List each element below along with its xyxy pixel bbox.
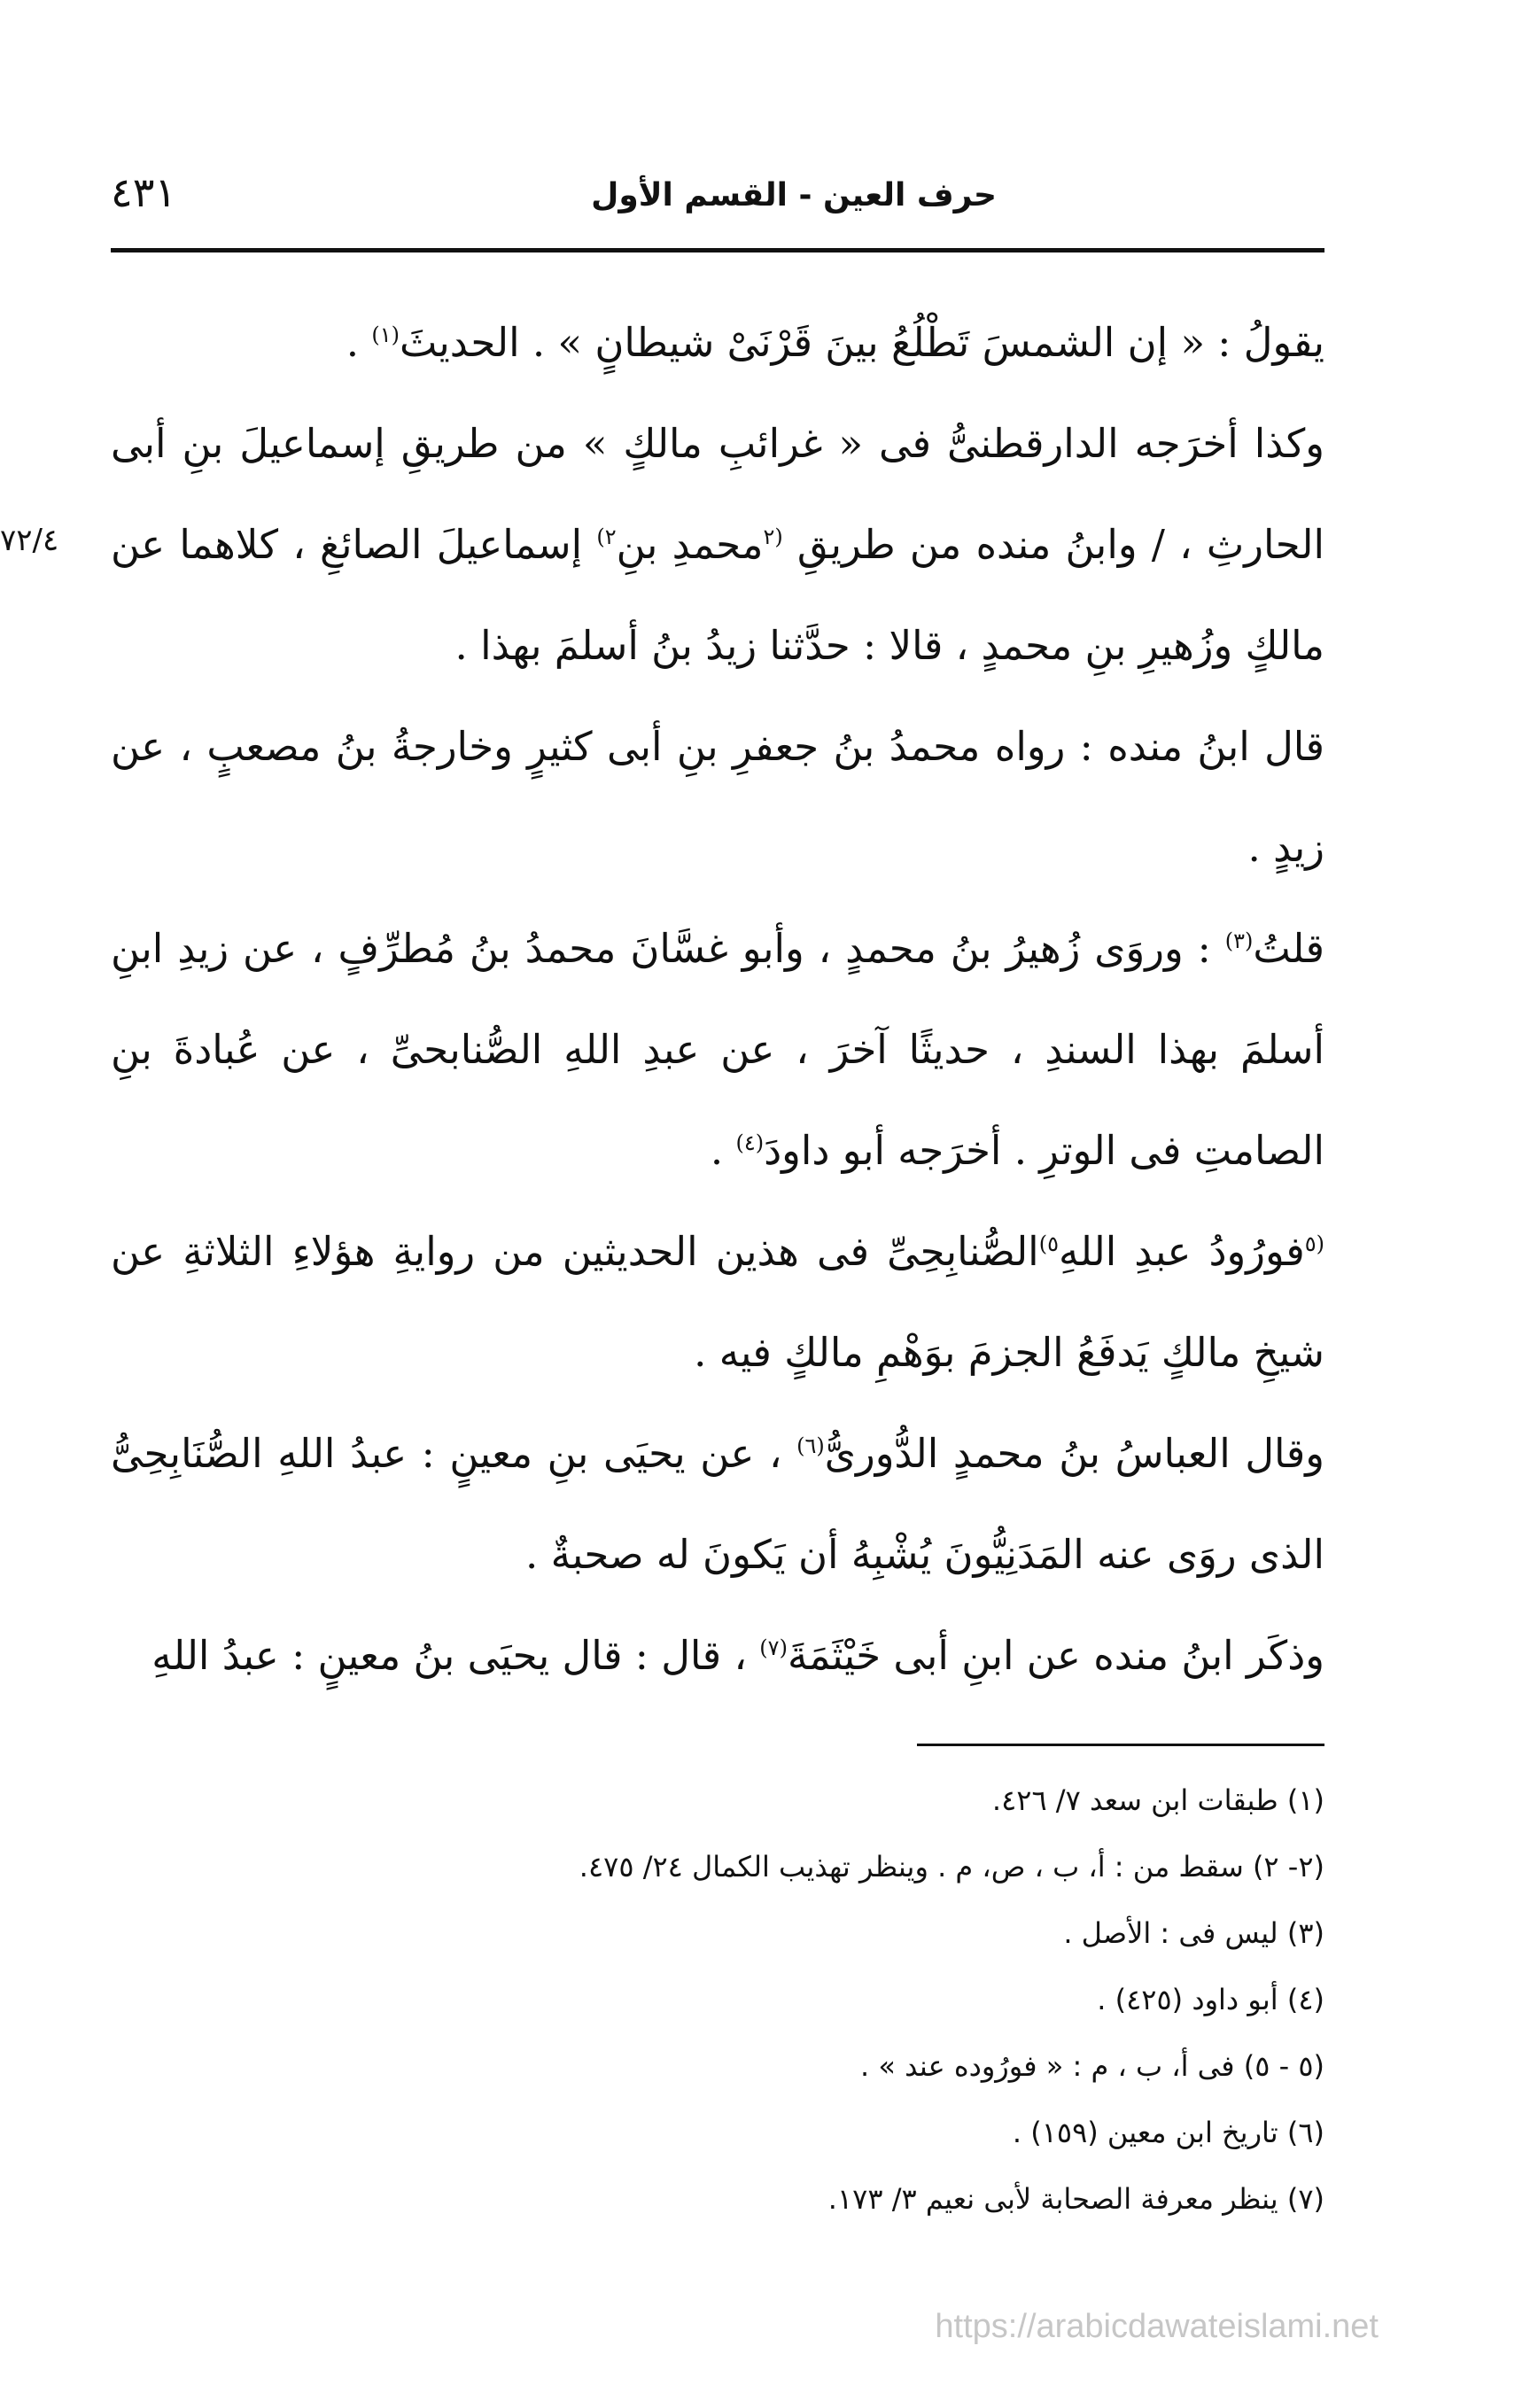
text-run: يقولُ : « إن الشمسَ تَطْلُعُ بينَ قَرْنَىْ شيطانٍ » . الحديثَ xyxy=(400,319,1324,366)
text-run: وذكَر ابنُ منده عن ابنِ أبى خَيْثَمَةَ xyxy=(787,1632,1324,1679)
text-run: قال ابنُ منده : رواه محمدُ بنُ جعفرِ بنِ أبى كثيرٍ وخارجةُ بنُ مصعبٍ ، عن زيدٍ . xyxy=(111,723,1324,871)
footnote: (١) طبقات ابن سعد ٧/ ٤٢٦. xyxy=(991,1783,1324,1817)
text-run: وقال العباسُ بنُ محمدٍ الدُّورىُّ xyxy=(824,1430,1324,1477)
footnote: (٦) تاريخ ابن معين (١٥٩) . xyxy=(1012,2116,1324,2149)
paragraph xyxy=(111,1403,1324,1605)
paragraph xyxy=(111,696,1324,898)
paragraph xyxy=(111,1201,1324,1403)
text-run: وكذا أخرَجه الدارقطنىُّ فى « غرائبِ مالكٍ » من طريقِ إسماعيلَ بنِ أبى الحارثِ ، / وابنُ منده من طريقِ xyxy=(111,420,1324,568)
footnote-ref: (٦) xyxy=(796,1433,825,1458)
text-run: الصُّنابِحِىِّ فى هذين الحديثين من روايةِ هؤلاءِ الثلاثةِ عن شيخِ مالكٍ يَدفَعُ الجزمَ بوَهْمِ مالكٍ فيه . xyxy=(111,1228,1324,1376)
footnote: (٢- ٢) سقط من : أ، ب ، ص، م . وينظر تهذيب الكمال ٢٤/ ٤٧٥. xyxy=(579,1850,1324,1884)
paragraph xyxy=(111,393,1324,696)
footnote: (٤) أبو داود (٤٢٥) . xyxy=(1097,1983,1324,2016)
text-run: . xyxy=(346,319,372,366)
footnote-ref: (٤) xyxy=(735,1130,765,1155)
text-run: محمدِ بنِ xyxy=(616,521,764,568)
header-rule xyxy=(111,248,1324,252)
footnote-ref: (٥ xyxy=(1304,1231,1324,1256)
text-run: فورُودُ عبدِ اللهِ xyxy=(1058,1228,1305,1275)
footnote-ref: (٣) xyxy=(1224,928,1254,953)
text-run: ، قال : قال يحيَى بنُ معينٍ : عبدُ اللهِ xyxy=(151,1632,760,1679)
text-run: قلتُ xyxy=(1253,925,1324,972)
footnotes xyxy=(111,1767,1324,2233)
text-run: ، عن يحيَى بنِ معينٍ : عبدُ اللهِ الصُّنَابِحِىُّ الذى روَى عنه المَدَنِيُّونَ يُشْبِهُ أن يَكونَ له صحبةٌ . xyxy=(111,1430,1324,1578)
watermark: https://arabicdawateislami.net xyxy=(935,2308,1379,2345)
footnote-ref: ٥) xyxy=(1038,1231,1059,1256)
margin-note: ٧٢/٤ xyxy=(0,523,59,558)
paragraph xyxy=(111,1605,1324,1706)
text-run: إسماعيلَ الصائغِ ، كلاهما عن مالكٍ وزُهيرِ بنِ محمدٍ ، قالا : حدَّثنا زيدُ بنُ أسلمَ بهذا . xyxy=(111,521,1324,669)
footnote: (٥ - ٥) فى أ، ب ، م : « فورُوده عند » . xyxy=(860,2049,1324,2083)
footnote-ref: (١) xyxy=(371,322,400,347)
paragraph xyxy=(111,898,1324,1201)
footnote: (٧) ينظر معرفة الصحابة لأبى نعيم ٣/ ١٧٣. xyxy=(827,2182,1324,2216)
main-text xyxy=(111,292,1324,1706)
footnote-rule xyxy=(917,1744,1324,1746)
footnote-ref: (٢ xyxy=(763,524,783,549)
page-number: ٤٣١ xyxy=(111,168,177,216)
text-run: . xyxy=(710,1127,736,1174)
page-header xyxy=(111,168,1324,248)
footnote-ref: ٢) xyxy=(596,524,617,549)
running-title: حرف العين - القسم الأول xyxy=(591,177,997,214)
footnote-ref: (٧) xyxy=(759,1635,788,1660)
footnote: (٣) ليس فى : الأصل . xyxy=(1063,1916,1324,1950)
text-run: : وروَى زُهيرُ بنُ محمدٍ ، وأبو غسَّانَ محمدُ بنُ مُطرِّفٍ ، عن زيدِ ابنِ أسلمَ بهذا السندِ ، حديثًا آخرَ ، عن عبدِ اللهِ الصُّنابحىِّ ، عن عُبادةَ بنِ الصامتِ فى الوترِ . أخرَجه أبو داودَ xyxy=(111,925,1324,1174)
paragraph xyxy=(111,292,1324,393)
